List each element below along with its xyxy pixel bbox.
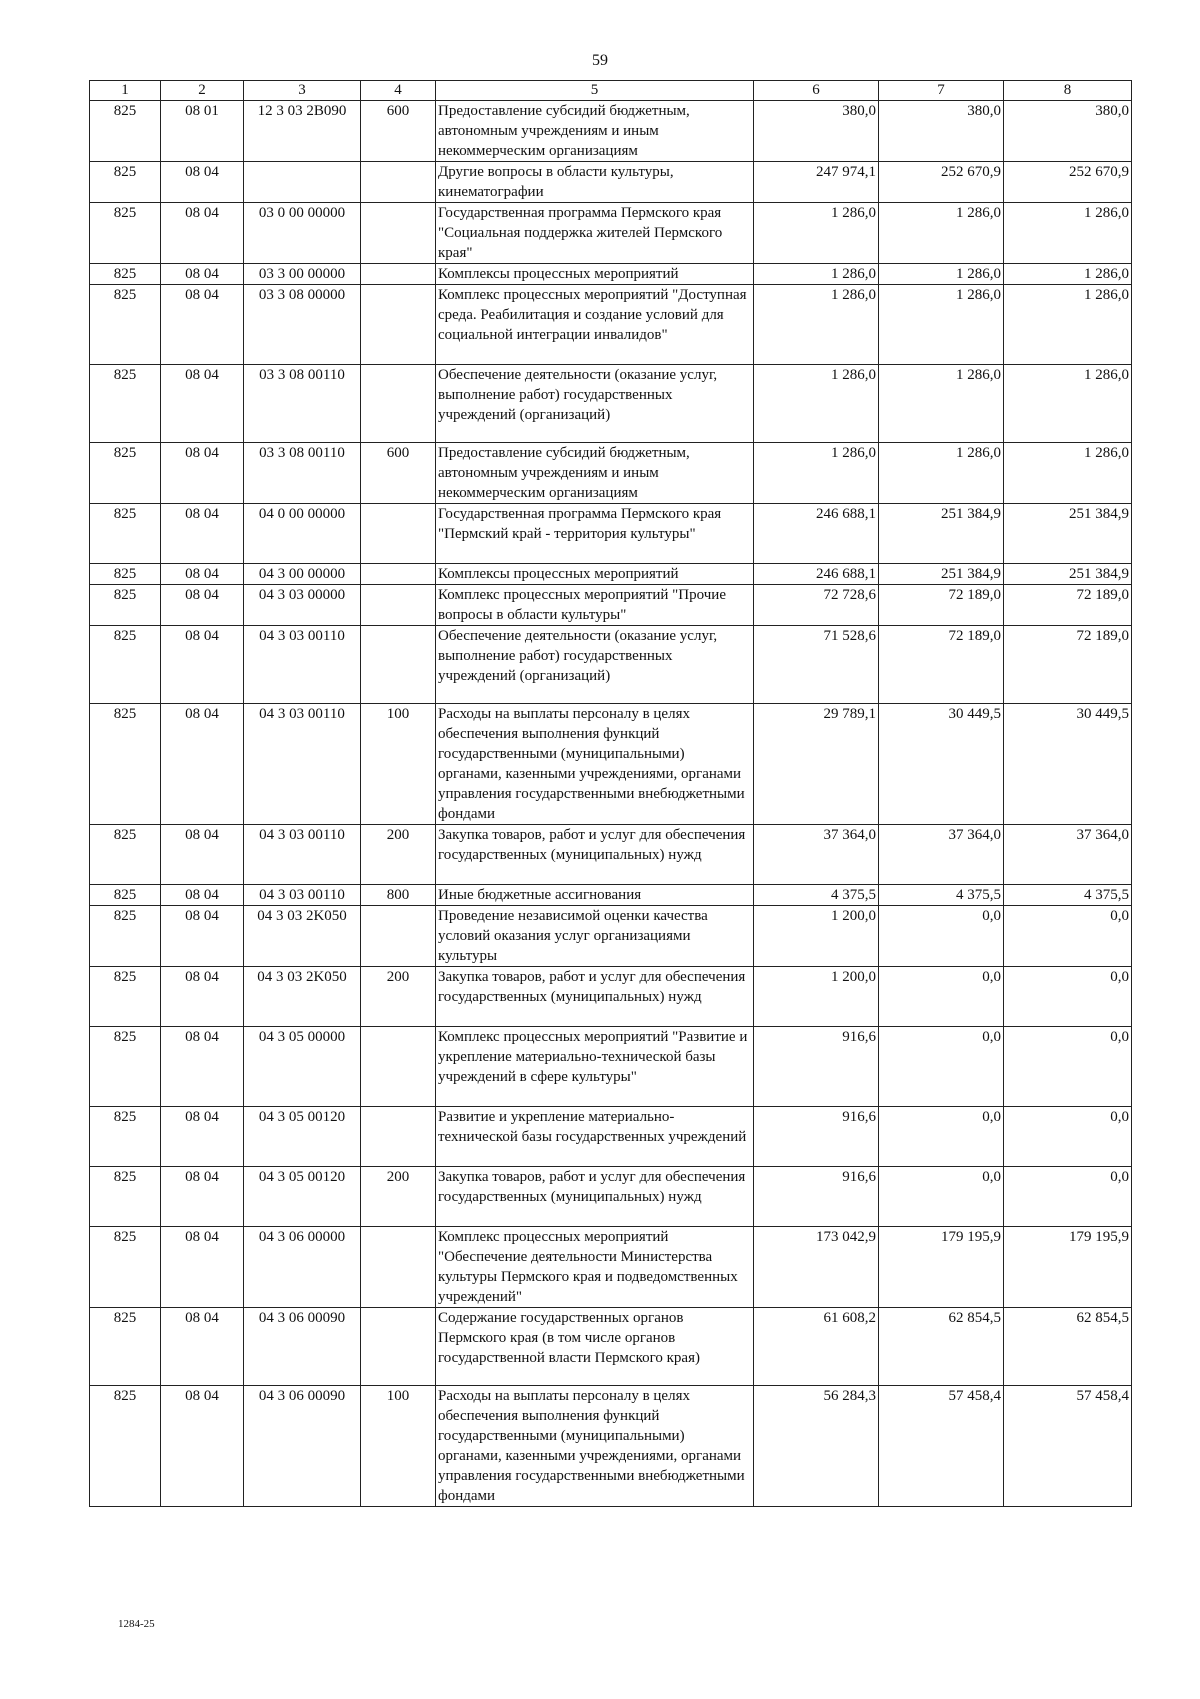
header-cell: 3 (244, 81, 361, 101)
section-code-cell: 08 04 (161, 264, 244, 285)
target-article-cell: 04 3 00 00000 (244, 564, 361, 585)
amount-cell: 1 286,0 (754, 285, 879, 365)
expense-type-cell: 800 (361, 885, 436, 906)
amount-cell: 37 364,0 (754, 825, 879, 885)
amount-cell: 1 286,0 (754, 264, 879, 285)
description-cell: Государственная программа Пермского края "Социальная поддержка жителей Пермского края" (436, 203, 754, 264)
table-row (90, 264, 1132, 285)
description-cell: Проведение независимой оценки качества условий оказания услуг организациями культуры (436, 906, 754, 967)
amount-cell: 0,0 (879, 1167, 1004, 1227)
section-code-cell: 08 04 (161, 825, 244, 885)
amount-cell: 62 854,5 (879, 1308, 1004, 1386)
page-number: 59 (592, 52, 608, 69)
expense-type-cell (361, 504, 436, 564)
target-article-cell: 04 3 03 2K050 (244, 967, 361, 1027)
amount-cell: 0,0 (1004, 906, 1132, 967)
amount-cell: 380,0 (1004, 101, 1132, 162)
amount-cell: 1 286,0 (1004, 285, 1132, 365)
admin-code-cell: 825 (90, 1027, 161, 1107)
expense-type-cell (361, 285, 436, 365)
amount-cell: 57 458,4 (879, 1386, 1004, 1507)
amount-cell: 246 688,1 (754, 564, 879, 585)
expense-type-cell (361, 264, 436, 285)
target-article-cell: 03 3 08 00000 (244, 285, 361, 365)
table-row (90, 1227, 1132, 1308)
description-cell: Обеспечение деятельности (оказание услуг, выполнение работ) государственных учреждений (организаций) (436, 626, 754, 704)
amount-cell: 37 364,0 (1004, 825, 1132, 885)
expense-type-cell (361, 1227, 436, 1308)
amount-cell: 1 286,0 (754, 203, 879, 264)
section-code-cell: 08 04 (161, 1308, 244, 1386)
amount-cell: 0,0 (879, 1027, 1004, 1107)
amount-cell: 173 042,9 (754, 1227, 879, 1308)
admin-code-cell: 825 (90, 1227, 161, 1308)
admin-code-cell: 825 (90, 101, 161, 162)
table-row (90, 704, 1132, 825)
description-cell: Комплекс процессных мероприятий "Доступная среда. Реабилитация и создание условий для социальной интеграции инвалидов" (436, 285, 754, 365)
admin-code-cell: 825 (90, 203, 161, 264)
description-cell: Предоставление субсидий бюджетным, автономным учреждениям и иным некоммерческим организациям (436, 443, 754, 504)
amount-cell: 1 286,0 (1004, 264, 1132, 285)
header-cell: 2 (161, 81, 244, 101)
amount-cell: 252 670,9 (879, 162, 1004, 203)
expense-type-cell (361, 585, 436, 626)
target-article-cell: 04 3 03 2K050 (244, 906, 361, 967)
table-row (90, 906, 1132, 967)
target-article-cell: 04 3 03 00000 (244, 585, 361, 626)
target-article-cell: 04 3 05 00120 (244, 1167, 361, 1227)
description-cell: Содержание государственных органов Пермского края (в том числе органов государственной власти Пермского края) (436, 1308, 754, 1386)
header-cell: 5 (436, 81, 754, 101)
amount-cell: 179 195,9 (1004, 1227, 1132, 1308)
table-row (90, 504, 1132, 564)
section-code-cell: 08 04 (161, 162, 244, 203)
amount-cell: 1 286,0 (754, 365, 879, 443)
table-row (90, 1386, 1132, 1507)
section-code-cell: 08 04 (161, 1107, 244, 1167)
table-row (90, 101, 1132, 162)
admin-code-cell: 825 (90, 285, 161, 365)
target-article-cell (244, 162, 361, 203)
section-code-cell: 08 04 (161, 443, 244, 504)
amount-cell: 4 375,5 (754, 885, 879, 906)
description-cell: Комплексы процессных мероприятий (436, 564, 754, 585)
table-row (90, 585, 1132, 626)
section-code-cell: 08 04 (161, 967, 244, 1027)
expense-type-cell (361, 162, 436, 203)
amount-cell: 0,0 (1004, 1167, 1132, 1227)
amount-cell: 1 286,0 (1004, 203, 1132, 264)
description-cell: Комплекс процессных мероприятий "Обеспечение деятельности Министерства культуры Пермского края и подведомственных учреждений" (436, 1227, 754, 1308)
amount-cell: 916,6 (754, 1107, 879, 1167)
amount-cell: 0,0 (1004, 1027, 1132, 1107)
section-code-cell: 08 04 (161, 1227, 244, 1308)
amount-cell: 380,0 (879, 101, 1004, 162)
target-article-cell: 04 3 03 00110 (244, 885, 361, 906)
header-row (90, 81, 1132, 101)
description-cell: Закупка товаров, работ и услуг для обеспечения государственных (муниципальных) нужд (436, 1167, 754, 1227)
table-row (90, 162, 1132, 203)
description-cell: Расходы на выплаты персоналу в целях обеспечения выполнения функций государственными (муниципальными) органами, казенными учреждениями, органами управления государственными внебюджетными фондами (436, 704, 754, 825)
admin-code-cell: 825 (90, 264, 161, 285)
section-code-cell: 08 04 (161, 1167, 244, 1227)
description-cell: Комплекс процессных мероприятий "Прочие вопросы в области культуры" (436, 585, 754, 626)
description-cell: Развитие и укрепление материально-технической базы государственных учреждений (436, 1107, 754, 1167)
description-cell: Государственная программа Пермского края "Пермский край - территория культуры" (436, 504, 754, 564)
amount-cell: 72 728,6 (754, 585, 879, 626)
expense-type-cell: 200 (361, 1167, 436, 1227)
admin-code-cell: 825 (90, 564, 161, 585)
target-article-cell: 04 3 03 00110 (244, 626, 361, 704)
expense-type-cell: 100 (361, 1386, 436, 1507)
amount-cell: 29 789,1 (754, 704, 879, 825)
amount-cell: 0,0 (1004, 1107, 1132, 1167)
admin-code-cell: 825 (90, 1107, 161, 1167)
expense-type-cell (361, 626, 436, 704)
table-row (90, 1167, 1132, 1227)
amount-cell: 1 286,0 (879, 285, 1004, 365)
amount-cell: 1 286,0 (879, 203, 1004, 264)
target-article-cell: 04 3 05 00000 (244, 1027, 361, 1107)
table-row (90, 203, 1132, 264)
admin-code-cell: 825 (90, 504, 161, 564)
expense-type-cell: 600 (361, 101, 436, 162)
expense-type-cell (361, 1027, 436, 1107)
table-row (90, 626, 1132, 704)
amount-cell: 72 189,0 (879, 585, 1004, 626)
amount-cell: 61 608,2 (754, 1308, 879, 1386)
amount-cell: 0,0 (1004, 967, 1132, 1027)
description-cell: Закупка товаров, работ и услуг для обеспечения государственных (муниципальных) нужд (436, 967, 754, 1027)
header-cell: 6 (754, 81, 879, 101)
target-article-cell: 04 3 03 00110 (244, 704, 361, 825)
amount-cell: 1 286,0 (1004, 443, 1132, 504)
admin-code-cell: 825 (90, 162, 161, 203)
admin-code-cell: 825 (90, 1386, 161, 1507)
admin-code-cell: 825 (90, 585, 161, 626)
expense-type-cell (361, 365, 436, 443)
amount-cell: 916,6 (754, 1027, 879, 1107)
amount-cell: 251 384,9 (879, 564, 1004, 585)
description-cell: Другие вопросы в области культуры, кинематографии (436, 162, 754, 203)
amount-cell: 179 195,9 (879, 1227, 1004, 1308)
table-row (90, 825, 1132, 885)
table-body (90, 101, 1132, 1507)
section-code-cell: 08 04 (161, 704, 244, 825)
admin-code-cell: 825 (90, 365, 161, 443)
target-article-cell: 03 0 00 00000 (244, 203, 361, 264)
amount-cell: 4 375,5 (879, 885, 1004, 906)
description-cell: Предоставление субсидий бюджетным, автономным учреждениям и иным некоммерческим организациям (436, 101, 754, 162)
section-code-cell: 08 04 (161, 365, 244, 443)
admin-code-cell: 825 (90, 1308, 161, 1386)
table-row (90, 443, 1132, 504)
section-code-cell: 08 01 (161, 101, 244, 162)
amount-cell: 62 854,5 (1004, 1308, 1132, 1386)
amount-cell: 1 200,0 (754, 906, 879, 967)
section-code-cell: 08 04 (161, 1027, 244, 1107)
admin-code-cell: 825 (90, 825, 161, 885)
amount-cell: 56 284,3 (754, 1386, 879, 1507)
amount-cell: 246 688,1 (754, 504, 879, 564)
target-article-cell: 03 3 08 00110 (244, 365, 361, 443)
expense-type-cell (361, 564, 436, 585)
admin-code-cell: 825 (90, 906, 161, 967)
table-row (90, 564, 1132, 585)
header-cell: 4 (361, 81, 436, 101)
amount-cell: 251 384,9 (1004, 564, 1132, 585)
expense-type-cell: 100 (361, 704, 436, 825)
target-article-cell: 04 3 06 00000 (244, 1227, 361, 1308)
section-code-cell: 08 04 (161, 504, 244, 564)
description-cell: Расходы на выплаты персоналу в целях обеспечения выполнения функций государственными (муниципальными) органами, казенными учреждениями, органами управления государственными внебюджетными фондами (436, 1386, 754, 1507)
section-code-cell: 08 04 (161, 906, 244, 967)
amount-cell: 247 974,1 (754, 162, 879, 203)
target-article-cell: 04 0 00 00000 (244, 504, 361, 564)
section-code-cell: 08 04 (161, 203, 244, 264)
admin-code-cell: 825 (90, 967, 161, 1027)
budget-table (89, 80, 1132, 1507)
amount-cell: 1 286,0 (754, 443, 879, 504)
description-cell: Комплекс процессных мероприятий "Развитие и укрепление материально-технической базы учреждений в сфере культуры" (436, 1027, 754, 1107)
description-cell: Закупка товаров, работ и услуг для обеспечения государственных (муниципальных) нужд (436, 825, 754, 885)
amount-cell: 0,0 (879, 1107, 1004, 1167)
admin-code-cell: 825 (90, 704, 161, 825)
amount-cell: 72 189,0 (879, 626, 1004, 704)
expense-type-cell (361, 1308, 436, 1386)
amount-cell: 72 189,0 (1004, 585, 1132, 626)
amount-cell: 30 449,5 (879, 704, 1004, 825)
target-article-cell: 04 3 05 00120 (244, 1107, 361, 1167)
amount-cell: 1 286,0 (1004, 365, 1132, 443)
section-code-cell: 08 04 (161, 585, 244, 626)
amount-cell: 1 286,0 (879, 443, 1004, 504)
amount-cell: 251 384,9 (879, 504, 1004, 564)
expense-type-cell: 600 (361, 443, 436, 504)
amount-cell: 1 200,0 (754, 967, 879, 1027)
amount-cell: 4 375,5 (1004, 885, 1132, 906)
target-article-cell: 03 3 00 00000 (244, 264, 361, 285)
table-row (90, 885, 1132, 906)
amount-cell: 0,0 (879, 967, 1004, 1027)
expense-type-cell (361, 1107, 436, 1167)
target-article-cell: 04 3 03 00110 (244, 825, 361, 885)
header-cell: 7 (879, 81, 1004, 101)
admin-code-cell: 825 (90, 443, 161, 504)
amount-cell: 71 528,6 (754, 626, 879, 704)
target-article-cell: 12 3 03 2B090 (244, 101, 361, 162)
table-row (90, 1027, 1132, 1107)
table-row (90, 365, 1132, 443)
amount-cell: 1 286,0 (879, 264, 1004, 285)
description-cell: Обеспечение деятельности (оказание услуг, выполнение работ) государственных учреждений (организаций) (436, 365, 754, 443)
expense-type-cell (361, 906, 436, 967)
description-cell: Иные бюджетные ассигнования (436, 885, 754, 906)
section-code-cell: 08 04 (161, 564, 244, 585)
amount-cell: 916,6 (754, 1167, 879, 1227)
amount-cell: 1 286,0 (879, 365, 1004, 443)
document-code: 1284-25 (118, 1618, 155, 1630)
expense-type-cell (361, 203, 436, 264)
section-code-cell: 08 04 (161, 1386, 244, 1507)
table-row (90, 285, 1132, 365)
expense-type-cell: 200 (361, 967, 436, 1027)
amount-cell: 251 384,9 (1004, 504, 1132, 564)
amount-cell: 57 458,4 (1004, 1386, 1132, 1507)
section-code-cell: 08 04 (161, 626, 244, 704)
target-article-cell: 04 3 06 00090 (244, 1386, 361, 1507)
expense-type-cell: 200 (361, 825, 436, 885)
section-code-cell: 08 04 (161, 885, 244, 906)
target-article-cell: 03 3 08 00110 (244, 443, 361, 504)
admin-code-cell: 825 (90, 626, 161, 704)
table-row (90, 1308, 1132, 1386)
admin-code-cell: 825 (90, 1167, 161, 1227)
amount-cell: 37 364,0 (879, 825, 1004, 885)
amount-cell: 72 189,0 (1004, 626, 1132, 704)
header-cell: 8 (1004, 81, 1132, 101)
admin-code-cell: 825 (90, 885, 161, 906)
header-cell: 1 (90, 81, 161, 101)
section-code-cell: 08 04 (161, 285, 244, 365)
amount-cell: 380,0 (754, 101, 879, 162)
amount-cell: 30 449,5 (1004, 704, 1132, 825)
description-cell: Комплексы процессных мероприятий (436, 264, 754, 285)
table-row (90, 1107, 1132, 1167)
amount-cell: 252 670,9 (1004, 162, 1132, 203)
table-row (90, 967, 1132, 1027)
amount-cell: 0,0 (879, 906, 1004, 967)
target-article-cell: 04 3 06 00090 (244, 1308, 361, 1386)
